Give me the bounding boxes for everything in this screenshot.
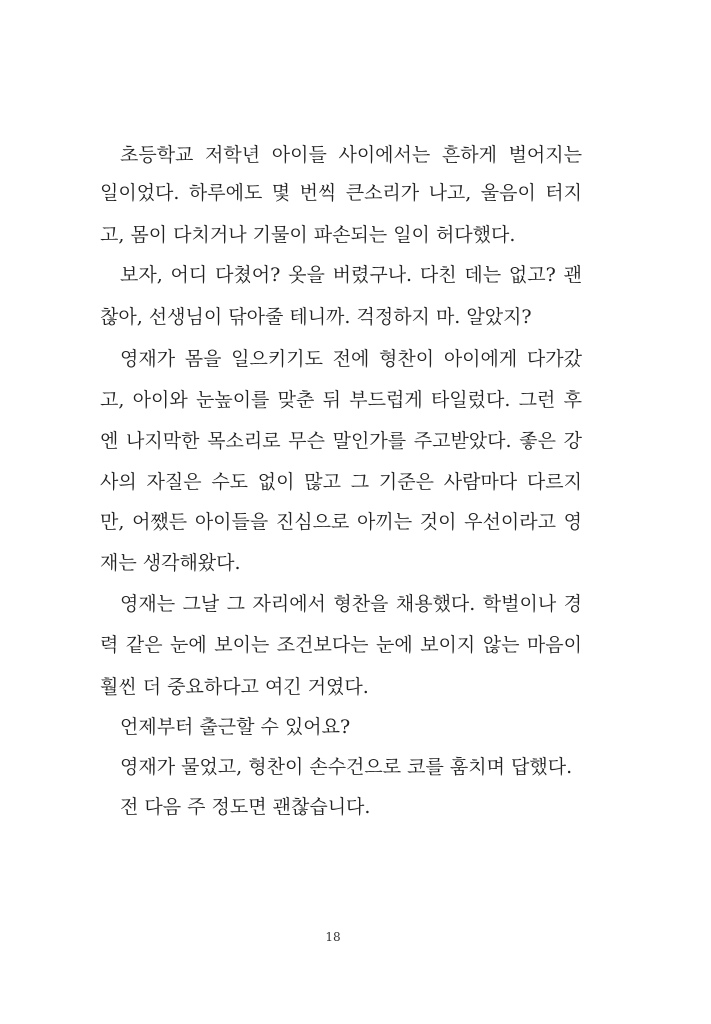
text-line: 영재는 그날 그 자리에서 형찬을 채용했다. 학벌이나 경: [120, 593, 582, 615]
text-line: 만, 어쨌든 아이들을 진심으로 아끼는 것이 우선이라고 영: [100, 511, 582, 533]
text-line: 찮아, 선생님이 닦아줄 테니까. 걱정하지 마. 알았지?: [100, 306, 532, 328]
text-line: 보자, 어디 다쳤어? 옷을 버렸구나. 다친 데는 없고? 괜: [120, 264, 582, 286]
text-line: 고, 몸이 다치거나 기물이 파손되는 일이 허다했다.: [100, 224, 516, 246]
text-line: 일이었다. 하루에도 몇 번씩 큰소리가 나고, 울음이 터지: [100, 182, 582, 204]
text-line: 고, 아이와 눈높이를 맞춘 뒤 부드럽게 타일렀다. 그런 후: [100, 389, 582, 411]
page-number: 18: [325, 930, 341, 944]
text-line: 초등학교 저학년 아이들 사이에서는 흔하게 벌어지는: [120, 144, 582, 166]
text-line: 전 다음 주 정도면 괜찮습니다.: [120, 796, 371, 818]
text-line: 재는 생각해왔다.: [100, 552, 241, 574]
text-line: 훨씬 더 중요하다고 여긴 거였다.: [100, 676, 369, 698]
text-line: 영재가 몸을 일으키기도 전에 형찬이 아이에게 다가갔: [120, 348, 582, 370]
text-line: 사의 자질은 수도 없이 많고 그 기준은 사람마다 다르지: [100, 471, 582, 493]
text-line: 력 같은 눈에 보이는 조건보다는 눈에 보이지 않는 마음이: [100, 634, 582, 656]
text-line: 언제부터 출근할 수 있어요?: [120, 716, 351, 738]
text-line: 영재가 물었고, 형찬이 손수건으로 코를 훔치며 답했다.: [120, 756, 573, 778]
text-line: 엔 나지막한 목소리로 무슨 말인가를 주고받았다. 좋은 강: [100, 430, 582, 452]
